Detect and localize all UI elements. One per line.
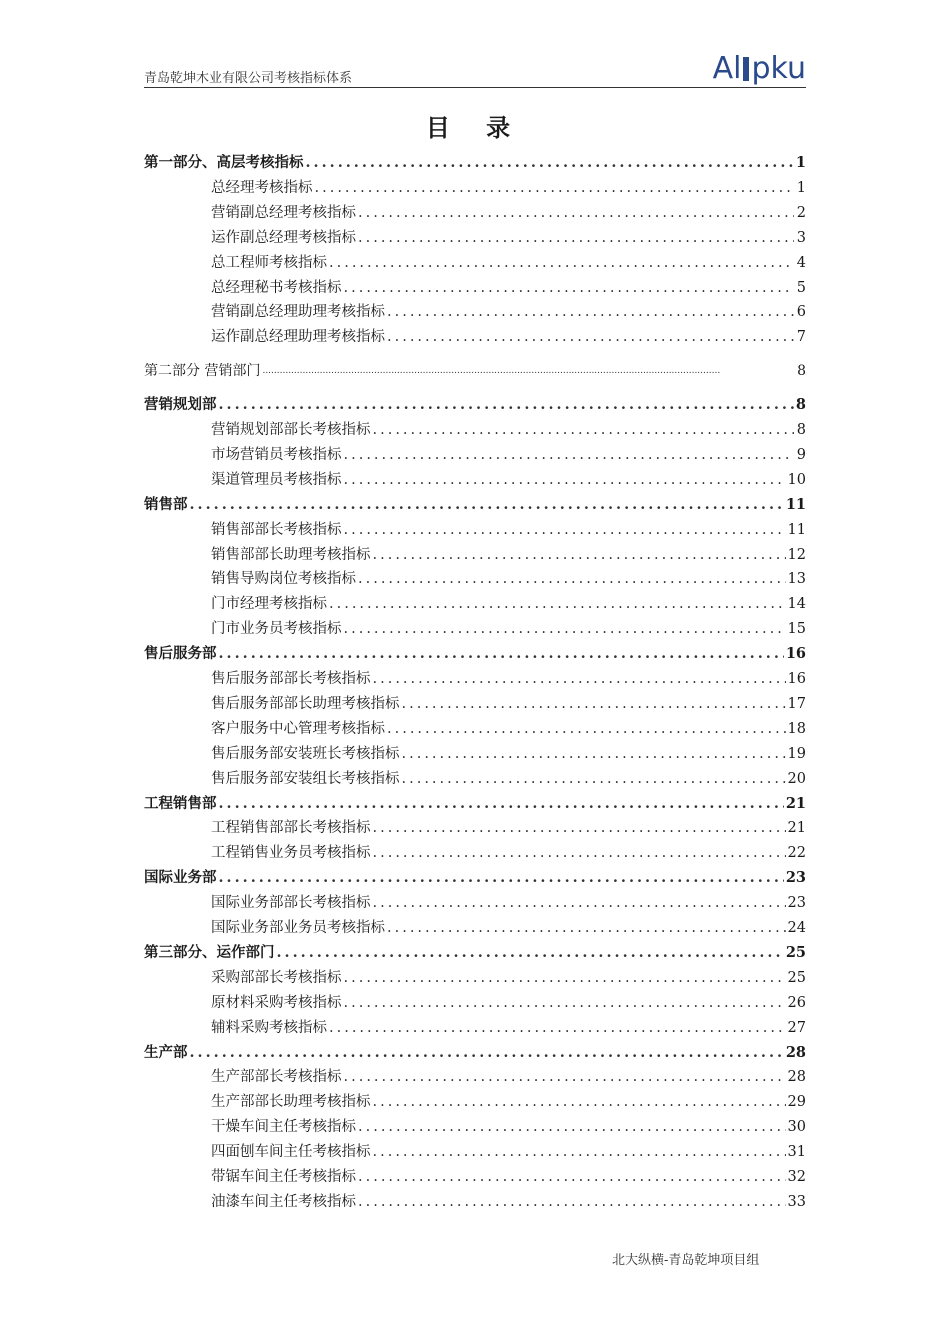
toc-dot-leader xyxy=(344,620,786,638)
toc-page-number: 15 xyxy=(787,621,806,638)
toc-dot-leader xyxy=(190,496,784,514)
toc-page-number: 30 xyxy=(787,1119,806,1136)
logo-text-right: pku xyxy=(751,51,806,86)
toc-entry-label: 门市业务员考核指标 xyxy=(211,621,342,638)
toc-dot-leader xyxy=(315,179,795,197)
toc-entry-label: 第一部分、高层考核指标 xyxy=(144,154,304,171)
toc-dot-leader xyxy=(402,695,786,713)
toc-entry-label: 渠道管理员考核指标 xyxy=(211,471,342,488)
toc-section-entry[interactable] xyxy=(144,358,806,380)
toc-subentry[interactable] xyxy=(144,616,806,638)
toc-dot-leader xyxy=(219,396,794,414)
toc-subentry[interactable] xyxy=(144,517,806,539)
toc-dot-leader xyxy=(219,795,784,813)
toc-entry-label: 运作副总经理考核指标 xyxy=(211,229,356,246)
toc-dot-leader xyxy=(306,154,794,172)
toc-section-entry[interactable] xyxy=(144,392,806,414)
toc-subentry[interactable] xyxy=(144,275,806,297)
company-logo xyxy=(713,50,806,84)
toc-subentry[interactable] xyxy=(144,324,806,346)
page-title: 目 录 xyxy=(425,113,525,142)
toc-entry-label: 工程销售业务员考核指标 xyxy=(211,845,371,862)
toc-subentry[interactable] xyxy=(144,716,806,738)
header-company-name: 青岛乾坤木业有限公司考核指标体系 xyxy=(144,71,353,86)
toc-entry-label: 销售导购岗位考核指标 xyxy=(211,571,356,588)
toc-page-number: 13 xyxy=(787,571,806,588)
toc-subentry[interactable] xyxy=(144,915,806,937)
toc-entry-label: 营销规划部部长考核指标 xyxy=(211,422,371,438)
toc-subentry[interactable] xyxy=(144,691,806,713)
toc-dot-leader xyxy=(262,362,794,380)
toc-subentry[interactable] xyxy=(144,591,806,613)
toc-subentry[interactable] xyxy=(144,766,806,788)
toc-page-number: 23 xyxy=(787,895,806,912)
toc-dot-leader xyxy=(329,595,786,613)
toc-section-entry[interactable] xyxy=(144,1040,806,1062)
toc-dot-leader xyxy=(277,944,784,962)
toc-dot-leader xyxy=(344,1068,786,1086)
toc-subentry[interactable] xyxy=(144,200,806,222)
toc-entry-label: 销售部 xyxy=(144,495,188,513)
toc-entry-label: 国际业务部部长考核指标 xyxy=(211,895,371,912)
toc-entry-label: 油漆车间主任考核指标 xyxy=(211,1193,356,1210)
toc-page-number: 5 xyxy=(796,279,806,296)
toc-entry-label: 国际业务部业务员考核指标 xyxy=(211,920,385,936)
toc-entry-label: 带锯车间主任考核指标 xyxy=(211,1169,356,1185)
toc-dot-leader xyxy=(373,546,786,564)
toc-page-number: 29 xyxy=(787,1094,806,1111)
toc-subentry[interactable] xyxy=(144,566,806,588)
toc-entry-label: 第二部分 营销部门 xyxy=(144,363,261,380)
toc-page-number: 8 xyxy=(797,363,806,380)
header-rule xyxy=(144,87,806,88)
toc-page-number: 22 xyxy=(787,845,806,862)
toc-section-entry[interactable] xyxy=(144,492,806,514)
toc-entry-label: 销售部部长考核指标 xyxy=(211,521,342,538)
toc-dot-leader xyxy=(402,770,786,788)
logo-text-left: Al xyxy=(712,51,742,86)
page-footer: 北大纵横-青岛乾坤项目组 xyxy=(612,1253,760,1268)
toc-page-number: 6 xyxy=(796,304,806,321)
toc-entry-label: 营销副总经理助理考核指标 xyxy=(211,304,385,321)
toc-page-number: 27 xyxy=(787,1019,806,1036)
page-header xyxy=(144,50,806,88)
toc-entry-label: 售后服务部 xyxy=(144,645,217,663)
toc-entry-label: 生产部部长考核指标 xyxy=(211,1069,342,1086)
toc-dot-leader xyxy=(344,471,786,489)
toc-subentry[interactable] xyxy=(144,890,806,912)
toc-subentry[interactable] xyxy=(144,840,806,862)
toc-page-number: 25 xyxy=(785,943,806,961)
toc-entry-label: 辅料采购考核指标 xyxy=(211,1019,327,1036)
toc-page-number: 18 xyxy=(787,720,806,737)
toc-entry-label: 售后服务部安装班长考核指标 xyxy=(211,745,400,762)
toc-subentry[interactable] xyxy=(144,965,806,987)
toc-entry-label: 生产部 xyxy=(144,1043,188,1061)
toc-dot-leader xyxy=(402,745,786,763)
toc-page-number: 28 xyxy=(785,1043,806,1061)
toc-subentry[interactable] xyxy=(144,1114,806,1136)
toc-page-number: 25 xyxy=(787,969,806,986)
toc-page-number: 33 xyxy=(787,1193,806,1210)
toc-page-number: 16 xyxy=(785,645,806,663)
toc-dot-leader xyxy=(373,1143,786,1161)
toc-dot-leader xyxy=(358,1168,786,1186)
toc-dot-leader xyxy=(219,869,784,887)
toc-entry-label: 第三部分、运作部门 xyxy=(144,943,275,961)
toc-section-entry[interactable] xyxy=(144,791,806,813)
toc-dot-leader xyxy=(373,819,786,837)
toc-page-number: 24 xyxy=(787,920,806,936)
toc-entry-label: 客户服务中心管理考核指标 xyxy=(211,720,385,737)
toc-subentry[interactable] xyxy=(144,299,806,321)
toc-subentry[interactable] xyxy=(144,1189,806,1211)
toc-page-number: 1 xyxy=(796,179,806,196)
toc-dot-leader xyxy=(387,720,786,738)
toc-page-number: 21 xyxy=(785,794,806,812)
toc-dot-leader xyxy=(373,421,795,439)
toc-entry-label: 生产部部长助理考核指标 xyxy=(211,1094,371,1111)
toc-page-number: 21 xyxy=(787,820,806,837)
toc-subentry[interactable] xyxy=(144,442,806,464)
toc-entry-label: 国际业务部 xyxy=(144,869,217,887)
toc-dot-leader xyxy=(358,570,786,588)
toc-page-number: 31 xyxy=(787,1144,806,1161)
toc-entry-label: 门市经理考核指标 xyxy=(211,596,327,613)
toc-page-number: 11 xyxy=(785,495,806,513)
toc-page-number: 1 xyxy=(795,154,806,171)
toc-dot-leader xyxy=(344,279,795,297)
toc-subentry[interactable] xyxy=(144,666,806,688)
toc-dot-leader xyxy=(190,1044,784,1062)
toc-page-number: 26 xyxy=(787,994,806,1011)
toc-page-number: 8 xyxy=(795,396,806,414)
toc-entry-label: 工程销售部部长考核指标 xyxy=(211,820,371,837)
toc-entry-label: 售后服务部安装组长考核指标 xyxy=(211,770,400,787)
toc-subentry[interactable] xyxy=(144,225,806,247)
toc-dot-leader xyxy=(373,844,786,862)
toc-dot-leader xyxy=(358,229,794,247)
toc-page-number: 17 xyxy=(787,695,806,712)
toc-subentry[interactable] xyxy=(144,990,806,1012)
toc-entry-label: 总经理考核指标 xyxy=(211,179,313,196)
toc-dot-leader xyxy=(344,994,786,1012)
toc-entry-label: 采购部部长考核指标 xyxy=(211,969,342,986)
toc-subentry[interactable] xyxy=(144,1089,806,1111)
toc-entry-label: 营销规划部 xyxy=(144,396,217,414)
toc-dot-leader xyxy=(387,919,786,937)
toc-page-number: 12 xyxy=(787,546,806,563)
toc-section-entry[interactable] xyxy=(144,865,806,887)
toc-page-number: 4 xyxy=(796,254,806,271)
toc-page-number: 7 xyxy=(796,329,806,346)
toc-page-number: 2 xyxy=(796,204,806,221)
toc-page-number: 11 xyxy=(787,521,806,538)
toc-dot-leader xyxy=(358,204,794,222)
toc-page-number: 32 xyxy=(787,1169,806,1185)
toc-page-number: 3 xyxy=(796,229,806,246)
toc-dot-leader xyxy=(329,1019,786,1037)
toc-entry-label: 总经理秘书考核指标 xyxy=(211,279,342,296)
toc-page-number: 16 xyxy=(787,671,806,687)
toc-entry-label: 营销副总经理考核指标 xyxy=(211,204,356,221)
toc-subentry[interactable] xyxy=(144,815,806,837)
toc-section-entry[interactable] xyxy=(144,940,806,962)
toc-dot-leader xyxy=(387,328,794,346)
logo-bar-mark xyxy=(743,57,749,81)
toc-subentry[interactable] xyxy=(144,467,806,489)
toc-page-number: 20 xyxy=(787,770,806,787)
toc-subentry[interactable] xyxy=(144,250,806,272)
toc-dot-leader xyxy=(358,1193,786,1211)
toc-entry-label: 总工程师考核指标 xyxy=(211,254,327,271)
toc-dot-leader xyxy=(373,894,786,912)
toc-subentry[interactable] xyxy=(144,417,806,439)
toc-subentry[interactable] xyxy=(144,1164,806,1186)
toc-entry-label: 市场营销员考核指标 xyxy=(211,446,342,463)
toc-dot-leader xyxy=(344,969,786,987)
toc-subentry[interactable] xyxy=(144,741,806,763)
toc-section-entry[interactable] xyxy=(144,641,806,663)
toc-entry-label: 工程销售部 xyxy=(144,794,217,812)
toc-dot-leader xyxy=(344,446,795,464)
toc-page-number: 19 xyxy=(787,745,806,762)
toc-subentry[interactable] xyxy=(144,1139,806,1161)
logo-wordmark xyxy=(712,51,806,86)
toc-entry-label: 四面刨车间主任考核指标 xyxy=(211,1144,371,1161)
toc-page-number: 10 xyxy=(787,471,806,488)
toc-dot-leader xyxy=(373,1093,786,1111)
toc-page-number: 28 xyxy=(787,1069,806,1086)
toc-entry-label: 售后服务部部长助理考核指标 xyxy=(211,695,400,712)
toc-dot-leader xyxy=(219,645,784,663)
toc-dot-leader xyxy=(373,670,786,688)
toc-subentry[interactable] xyxy=(144,1064,806,1086)
toc-section-entry[interactable] xyxy=(144,150,806,172)
toc-dot-leader xyxy=(329,254,794,272)
toc-entry-label: 售后服务部部长考核指标 xyxy=(211,671,371,687)
toc-dot-leader xyxy=(387,303,794,321)
toc-subentry[interactable] xyxy=(144,175,806,197)
toc-page-number: 23 xyxy=(785,869,806,887)
toc-subentry[interactable] xyxy=(144,542,806,564)
toc-entry-label: 销售部部长助理考核指标 xyxy=(211,546,371,563)
toc-page-number: 9 xyxy=(796,446,806,463)
toc-entry-label: 运作副总经理助理考核指标 xyxy=(211,329,385,346)
toc-entry-label: 原材料采购考核指标 xyxy=(211,994,342,1011)
toc-dot-leader xyxy=(344,521,786,539)
toc-page-number: 8 xyxy=(796,422,806,438)
toc-page-number: 14 xyxy=(787,596,806,613)
toc-subentry[interactable] xyxy=(144,1015,806,1037)
toc-entry-label: 干燥车间主任考核指标 xyxy=(211,1119,356,1136)
toc-dot-leader xyxy=(358,1118,786,1136)
